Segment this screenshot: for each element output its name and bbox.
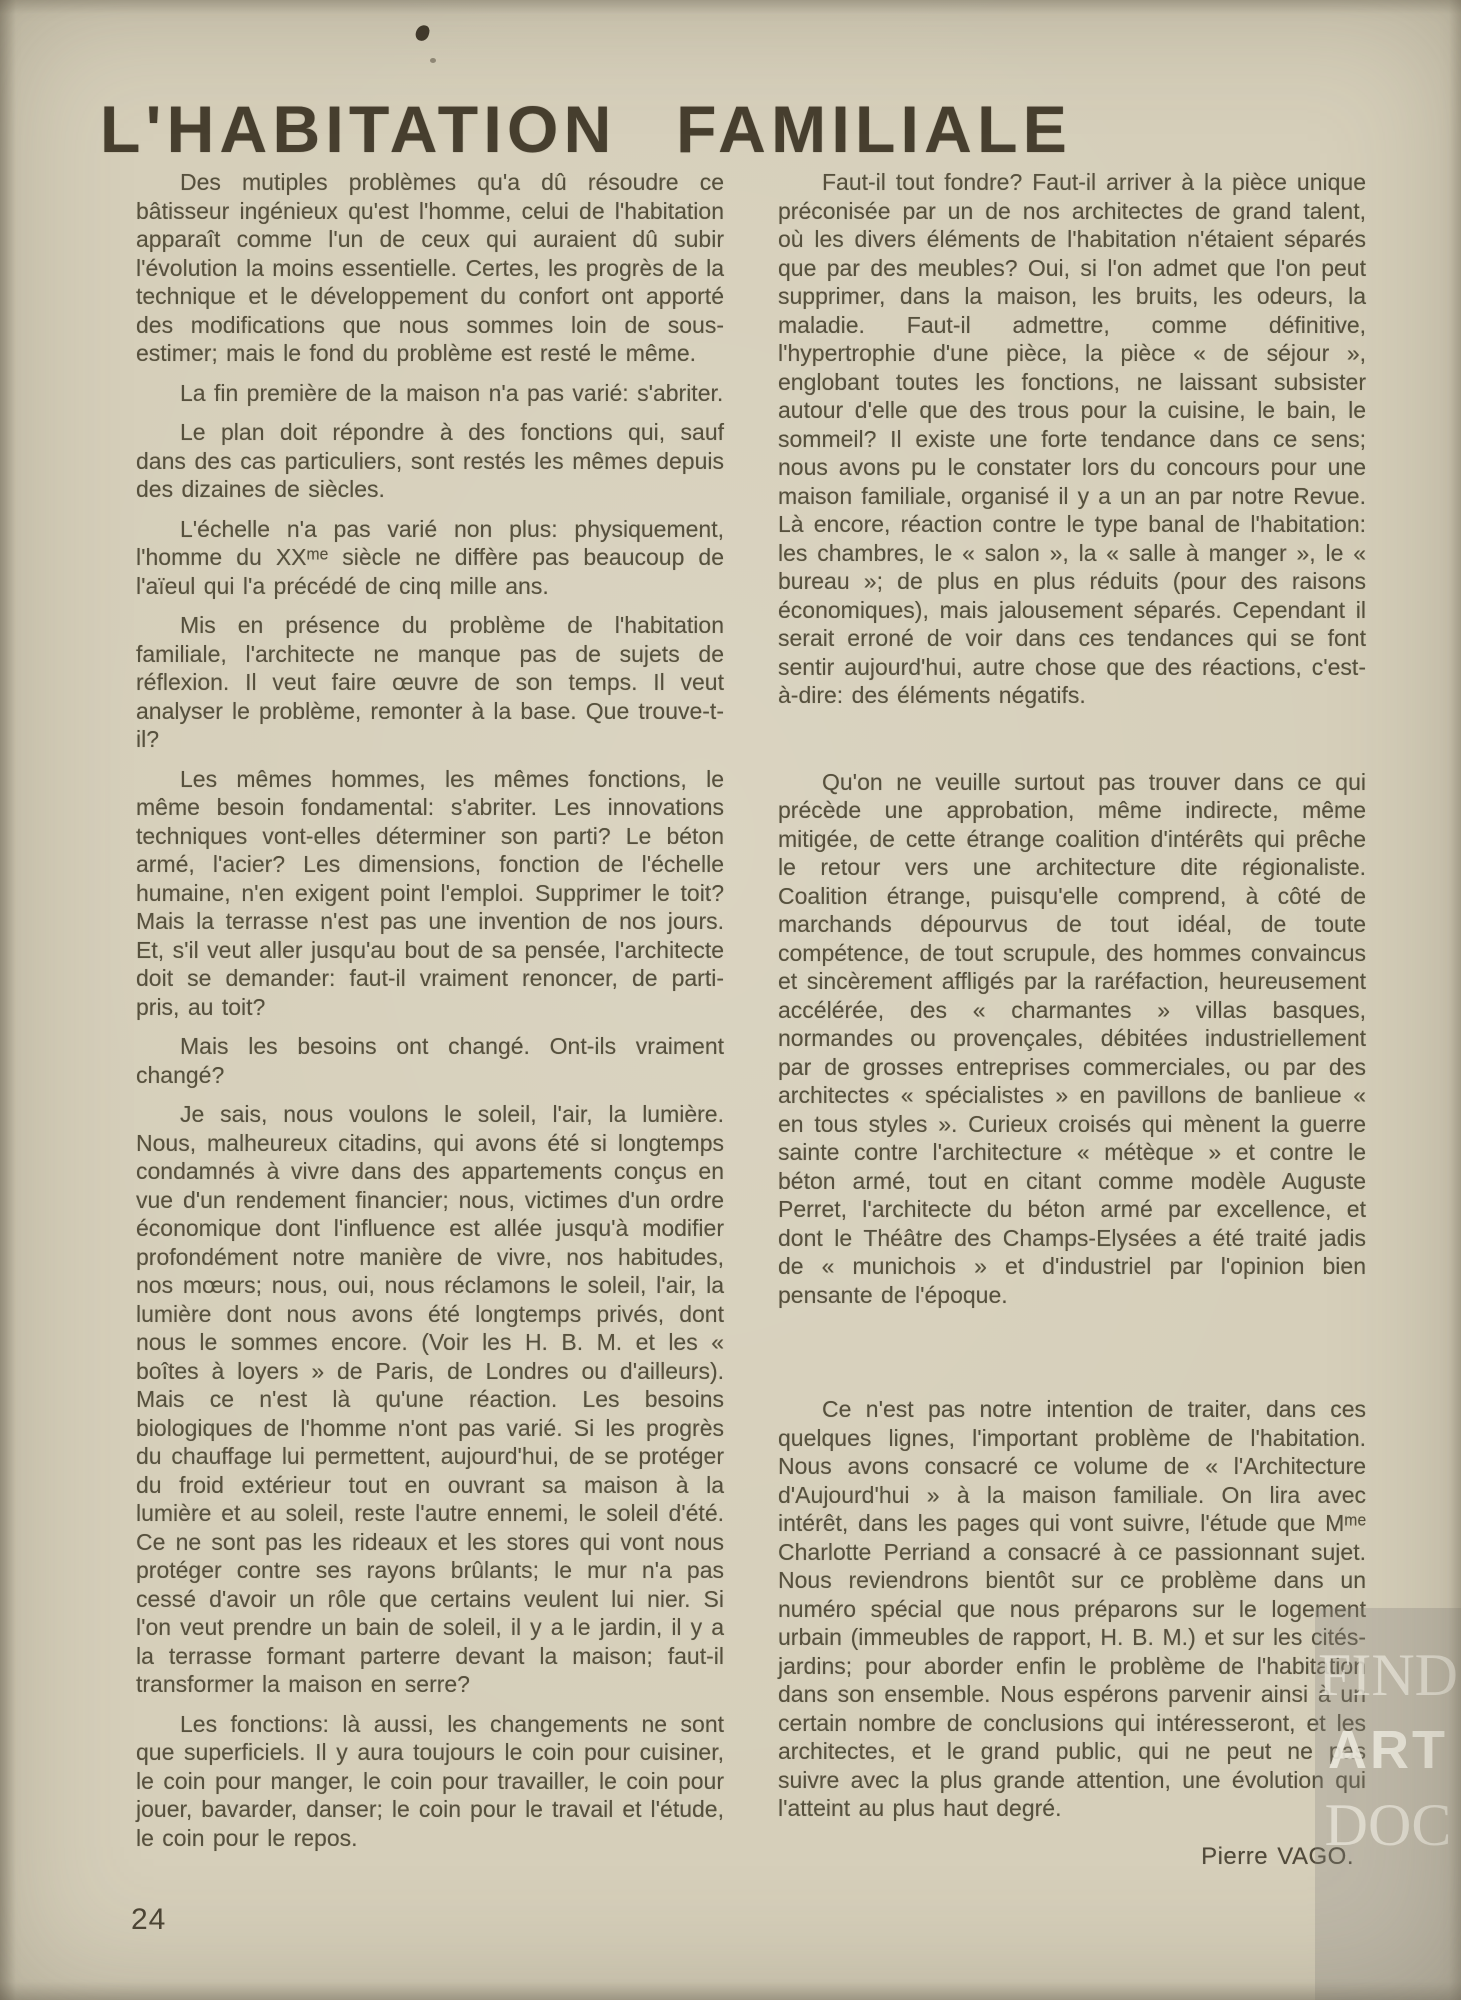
watermark-line-3: DOC [1324, 1792, 1452, 1858]
paragraph: La fin première de la maison n'a pas varié: s'abriter. [180, 379, 724, 406]
page-title [100, 92, 1072, 167]
paragraph: Le plan doit répondre à des fonctions qui, sauf dans des cas particuliers, sont restés les mêmes depuis des dizaines de siècles. [136, 419, 724, 502]
paragraph: Faut-il tout fondre? Faut-il arriver à la pièce unique préconisée par un de nos architectes de grand talent, où les divers éléments de l'habitation n'étaient séparés que par des meubles? Oui, si l'on admet que l'on peut supprimer, dans la maison, les bruits, les odeurs, la maladie. Faut-il admettre, comme définitive, l'hypertrophie d'une pièce, la pièce « de séjour », englobant toutes les fonctions, ne laissant subsister autour d'elle que des trous pour la cuisine, le bain, le sommeil? Il existe une forte tendance dans ce sens; nous avons pu le constater lors du concours pour une maison familiale, organisé il y a un an par notre Revue. Là encore, réaction contre le type banal de l'habitation: les chambres, le « salon », la « salle à manger », le « bureau »; de plus en plus réduits (pour des raisons économiques), mais jalousement séparés. Cependant il serait erroné de voir dans ces tendances qui se font sentir aujourd'hui, autre chose que des réactions, c'est-à-dire: des éléments négatifs. [778, 169, 1366, 708]
paper-speck-small [430, 58, 436, 63]
title-word-1: L'HABITATION [100, 92, 617, 167]
paragraph: Mis en présence du problème de l'habitation familiale, l'architecte ne manque pas de sujets de réflexion. Il veut faire œuvre de son temps. Il veut analyser le problème, remonter à la base. Que trouve-t-il? [136, 612, 724, 752]
paper-speck [414, 24, 430, 43]
paragraph: Ce n'est pas notre intention de traiter, dans ces quelques lignes, l'important problème de l'habitation. Nous avons consacré ce volume de « l'Architecture d'Aujourd'hui » à la maison familiale. On lira avec intérêt, dans les pages qui vont suivre, l'étude que Mᵐᵉ Charlotte Perriand a consacré à ce passionnant sujet. Nous reviendrons bientôt sur ce problème dans un numéro spécial que nous préparons sur le logement urbain (immeubles de rapport, H. B. M.) et sur les cités-jardins; pour aborder enfin le problème de l'habitation dans son ensemble. Nous espérons parvenir ainsi à un certain nombre de conclusions qui intéresseront, et les architectes, et le grand public, qui ne peut ne pas suivre avec la plus grande attention, une évolution qui l'atteint au plus haut degré. [778, 1396, 1366, 1821]
paragraph: Qu'on ne veuille surtout pas trouver dans ce qui précède une approbation, même indirecte, même mitigée, de cette étrange coalition d'intérêts qui prêche le retour vers une architecture dite régionaliste. Coalition étrange, puisqu'elle comprend, à côté de marchands dépourvus de tout idéal, de toute compétence, de tout scrupule, des hommes convaincus et sincèrement affligés par la raréfaction, heureusement accélérée, des « charmantes » villas basques, normandes ou provençales, débitées industriellement par de grosses entreprises commerciales, ou par des architectes « spécialistes » en pavillons de banlieue « en tous styles ». Curieux croisés qui mènent la guerre sainte contre l'architecture « métèque » et contre le béton armé, tout en citant comme modèle Auguste Perret, l'architecte du béton armé par excellence, et dont le Théâtre des Champs-Elysées a été traité jadis de « munichois » et d'industriel par l'opinion bien pensante de l'époque. [778, 768, 1366, 1308]
title-word-2: FAMILIALE [676, 92, 1072, 167]
paragraph: Des mutiples problèmes qu'a dû résoudre ce bâtisseur ingénieux qu'est l'homme, celui de l'habitation apparaît comme l'un de ceux qui auraient dû subir l'évolution la moins essentielle. Certes, les progrès de la technique et le développement du confort ont apporté des modifications que nous sommes loin de sous-estimer; mais le fond du problème est resté le même. [136, 169, 725, 366]
paragraph: Mais les besoins ont changé. Ont-ils vraiment changé? [136, 1033, 724, 1088]
paragraph: L'échelle n'a pas varié non plus: physiquement, l'homme du XXᵐᵉ siècle ne diffère pas beaucoup de l'aïeul qui l'a précédé de cinq mille ans. [136, 515, 724, 599]
page-number: 24 [131, 1903, 167, 1936]
paragraph: Je sais, nous voulons le soleil, l'air, la lumière. Nous, malheureux citadins, qui avons été si longtemps condamnés à vivre dans des appartements conçus en vue d'un rendement financier; nous, victimes d'un ordre économique dont l'influence est allée jusqu'à modifier profondément notre manière de vivre, nos habitudes, nos mœurs; nous, oui, nous réclamons le soleil, l'air, la lumière dont nous avons été longtemps privés, dont nous le sommes encore. (Voir les H. B. M. et les « boîtes à loyers » de Paris, de Londres ou d'ailleurs). Mais ce n'est là qu'une réaction. Les besoins biologiques de l'homme n'ont pas varié. Si les progrès du chauffage lui permettent, aujourd'hui, de se protéger du froid extérieur tout en ouvrant sa maison à la lumière et au soleil, reste l'autre ennemi, le soleil d'été. Ce ne sont pas les rideaux et les stores qui vont nous protéger contre ses rayons brûlants; le mur n'a pas cessé d'avoir un rôle que certains veulent lui nier. Si l'on veut prendre un bain de soleil, il y a le jardin, il y a la terrasse formant parterre devant la maison; faut-il transformer la maison en serre? [136, 1101, 724, 1697]
author-signature: Pierre VAGO. [1201, 1842, 1354, 1870]
watermark [1315, 1608, 1461, 2000]
right-column [778, 168, 1366, 1871]
left-column [136, 168, 724, 1863]
paragraph: Les mêmes hommes, les mêmes fonctions, le même besoin fondamental: s'abriter. Les innovations techniques vont-elles déterminer son parti? Le béton armé, l'acier? Les dimensions, fonction de l'échelle humaine, n'en exigent point l'emploi. Supprimer le toit? Mais la terrasse n'est pas une invention de nos jours. Et, s'il veut aller jusqu'au bout de sa pensée, l'architecte doit se demander: faut-il vraiment renoncer, de parti-pris, au toit? [136, 765, 724, 1020]
watermark-line-1: FIND [1317, 1642, 1458, 1708]
paragraph: Les fonctions: là aussi, les changements ne sont que superficiels. Il y aura toujours le coin pour cuisiner, le coin pour manger, le coin pour travailler, le coin pour jouer, bavarder, danser; le coin pour le travail et l'étude, le coin pour le repos. [136, 1710, 724, 1851]
watermark-line-2: ART [1328, 1720, 1448, 1780]
